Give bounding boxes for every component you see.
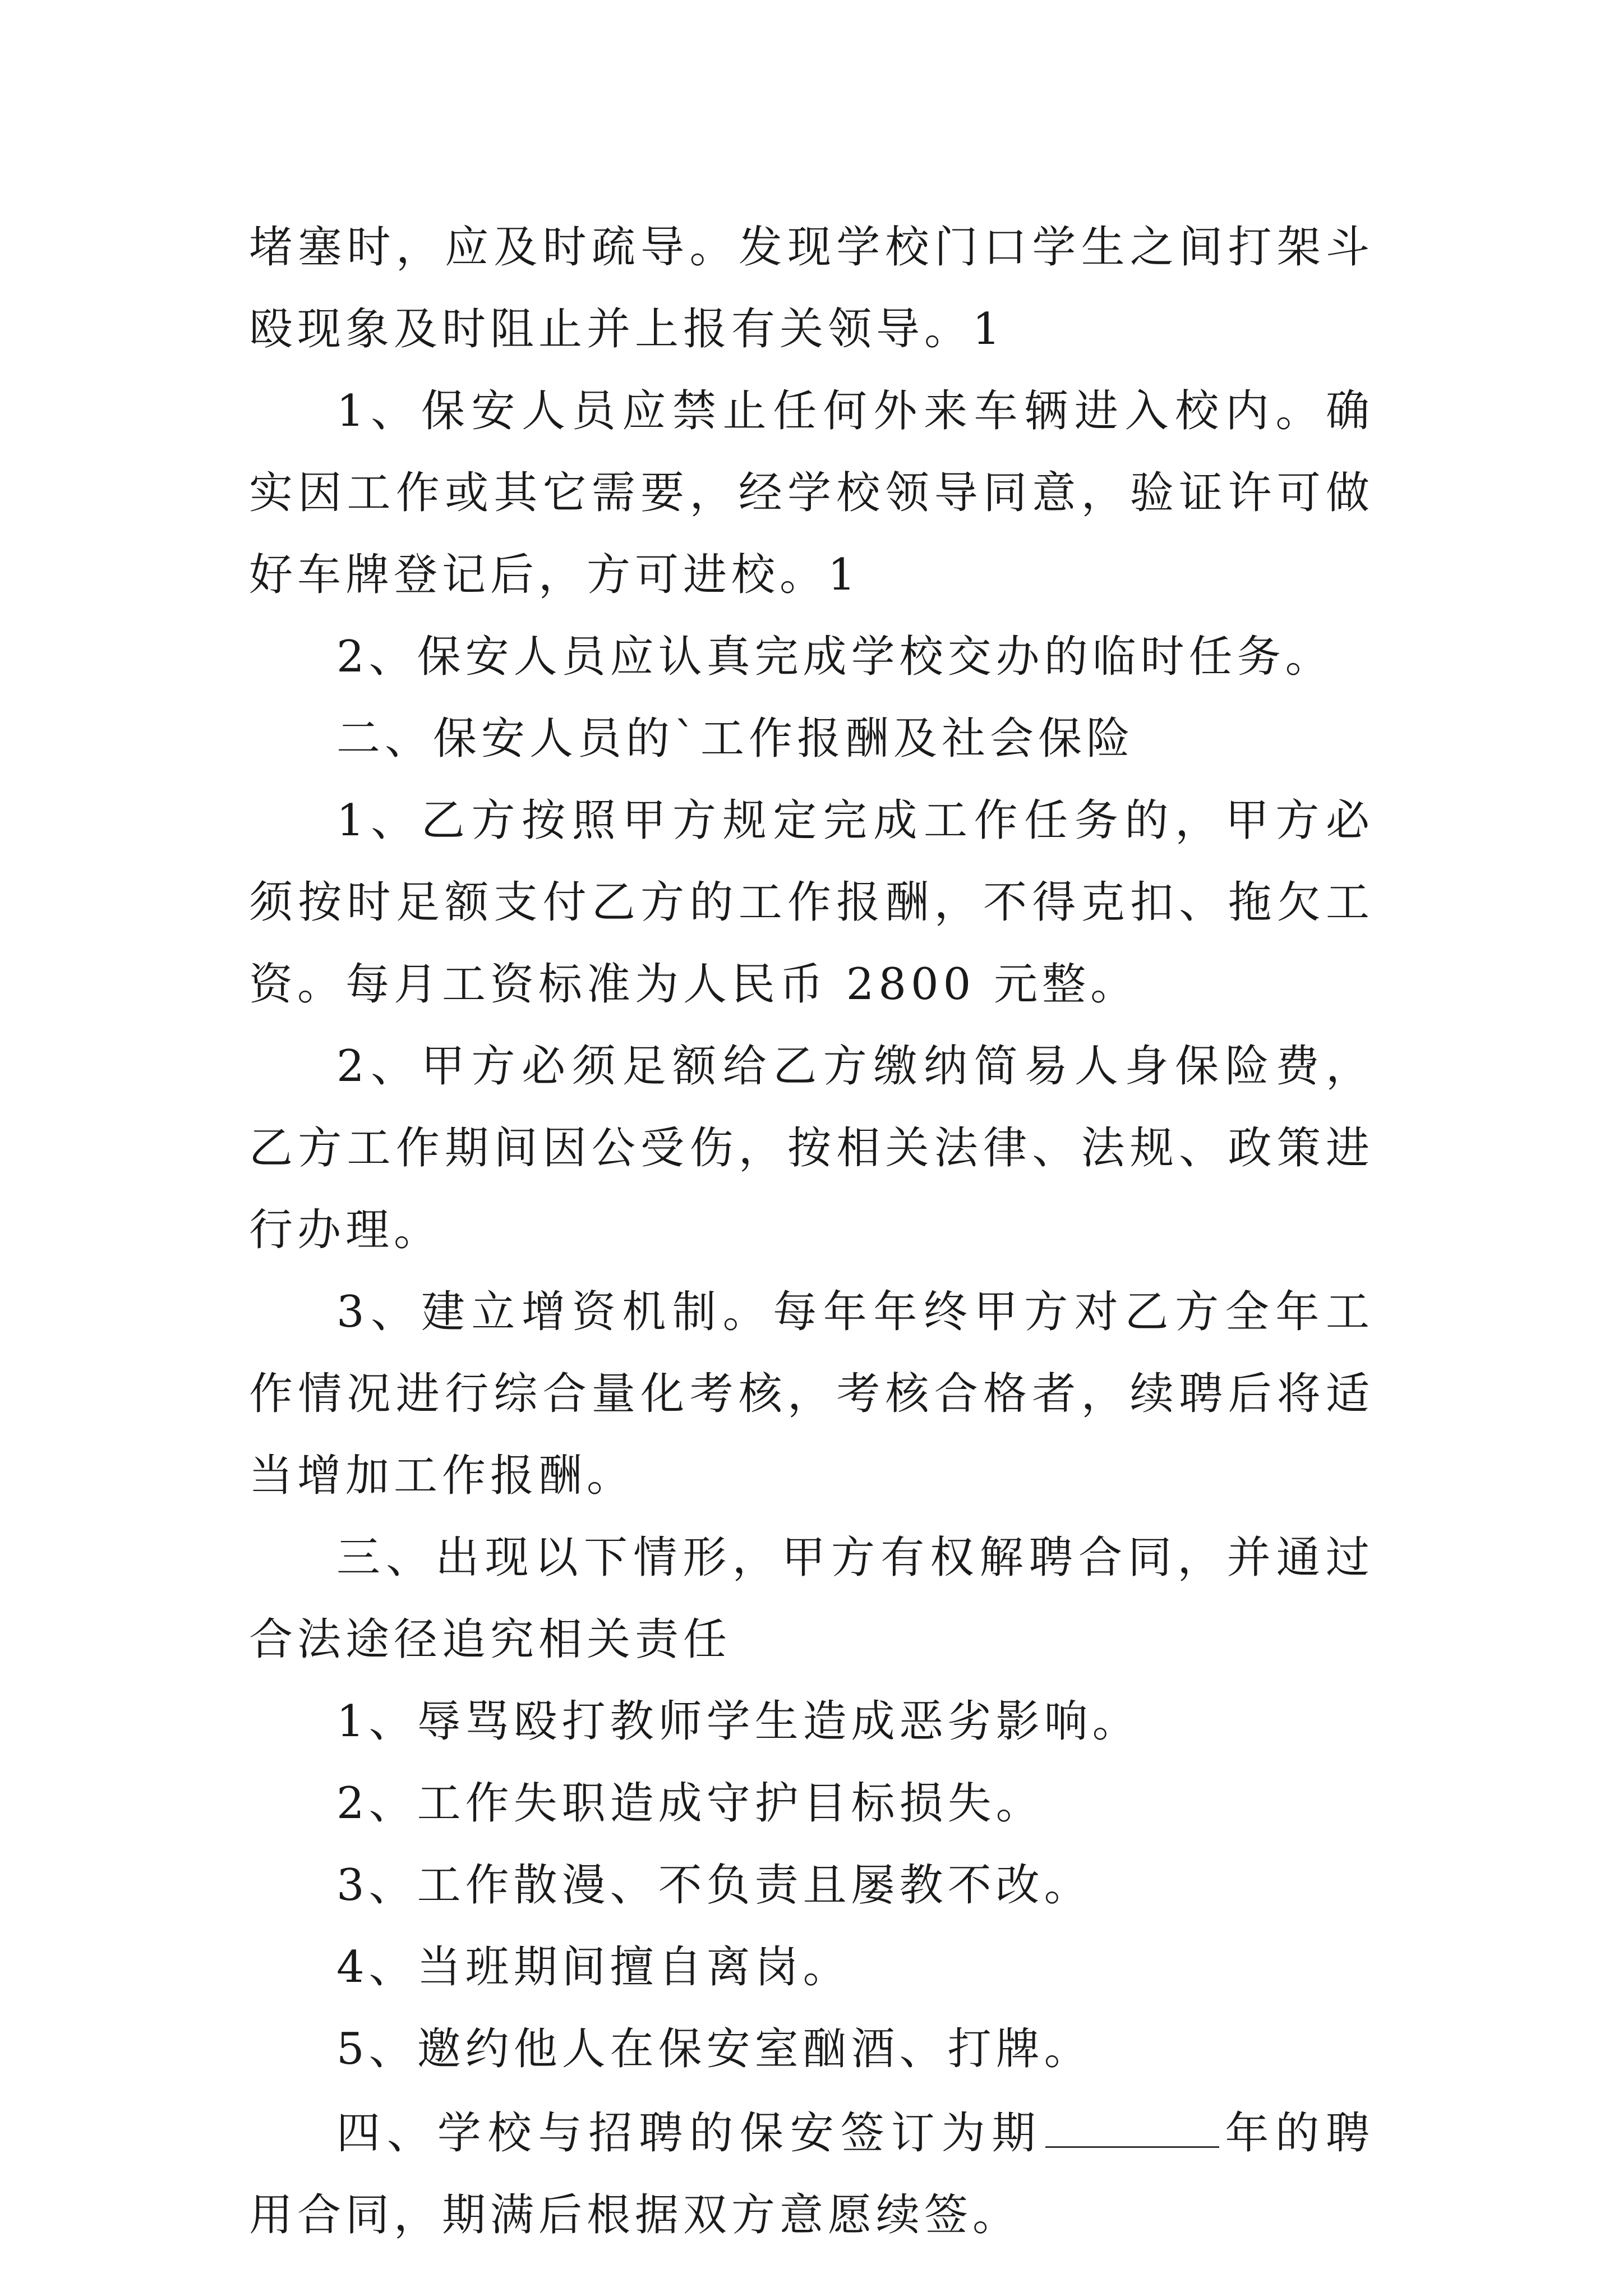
section-heading-termination: 三、出现以下情形，甲方有权解聘合同，并通过合法途径追究相关责任 [249, 1533, 1374, 1665]
list-item-termination-3: 3、工作散漫、不负责且屡教不改。 [336, 1860, 1092, 1911]
contract-years-blank [1045, 2090, 1219, 2148]
paragraph-continuation: 堵塞时，应及时疏导。发现学校门口学生之间打架斗殴现象及时阻止并上报有关领导。1 [249, 222, 1374, 355]
paragraph-vehicle-rule: 1、保安人员应禁止任何外来车辆进入校内。确实因工作或其它需要，经学校领导同意，验证许可做好车牌登记后，方可进校。1 [249, 386, 1374, 600]
list-item-termination-2: 2、工作失职造成守护目标损失。 [336, 1778, 1044, 1829]
contract-term-suffix: 年的聘用合同，期满后根据双方意愿续签。 [249, 2108, 1374, 2240]
paragraph-contract-term [249, 2090, 1374, 2256]
paragraph-temporary-task: 2、保安人员应认真完成学校交办的临时任务。 [336, 632, 1334, 682]
document-body [249, 206, 1374, 2256]
list-item-termination-5: 5、邀约他人在保安室酗酒、打牌。 [336, 2024, 1092, 2074]
list-item-termination-4: 4、当班期间擅自离岗。 [336, 1942, 851, 1993]
list-item-termination-1: 1、辱骂殴打教师学生造成恶劣影响。 [336, 1696, 1141, 1747]
section-heading-pay-insurance: 二、保安人员的`工作报酬及社会保险 [336, 714, 1135, 764]
paragraph-raise-mechanism: 3、建立增资机制。每年年终甲方对乙方全年工作情况进行综合量化考核，考核合格者，续聘后将适当增加工作报酬。 [249, 1287, 1374, 1501]
paragraph-insurance: 2、甲方必须足额给乙方缴纳简易人身保险费，乙方工作期间因公受伤，按相关法律、法规、政策进行办理。 [249, 1041, 1374, 1255]
contract-term-prefix: 四、学校与招聘的保安签订为期 [336, 2108, 1043, 2159]
paragraph-salary: 1、乙方按照甲方规定完成工作任务的，甲方必须按时足额支付乙方的工作报酬，不得克扣、拖欠工资。每月工资标准为人民币 2800 元整。 [249, 795, 1374, 1010]
